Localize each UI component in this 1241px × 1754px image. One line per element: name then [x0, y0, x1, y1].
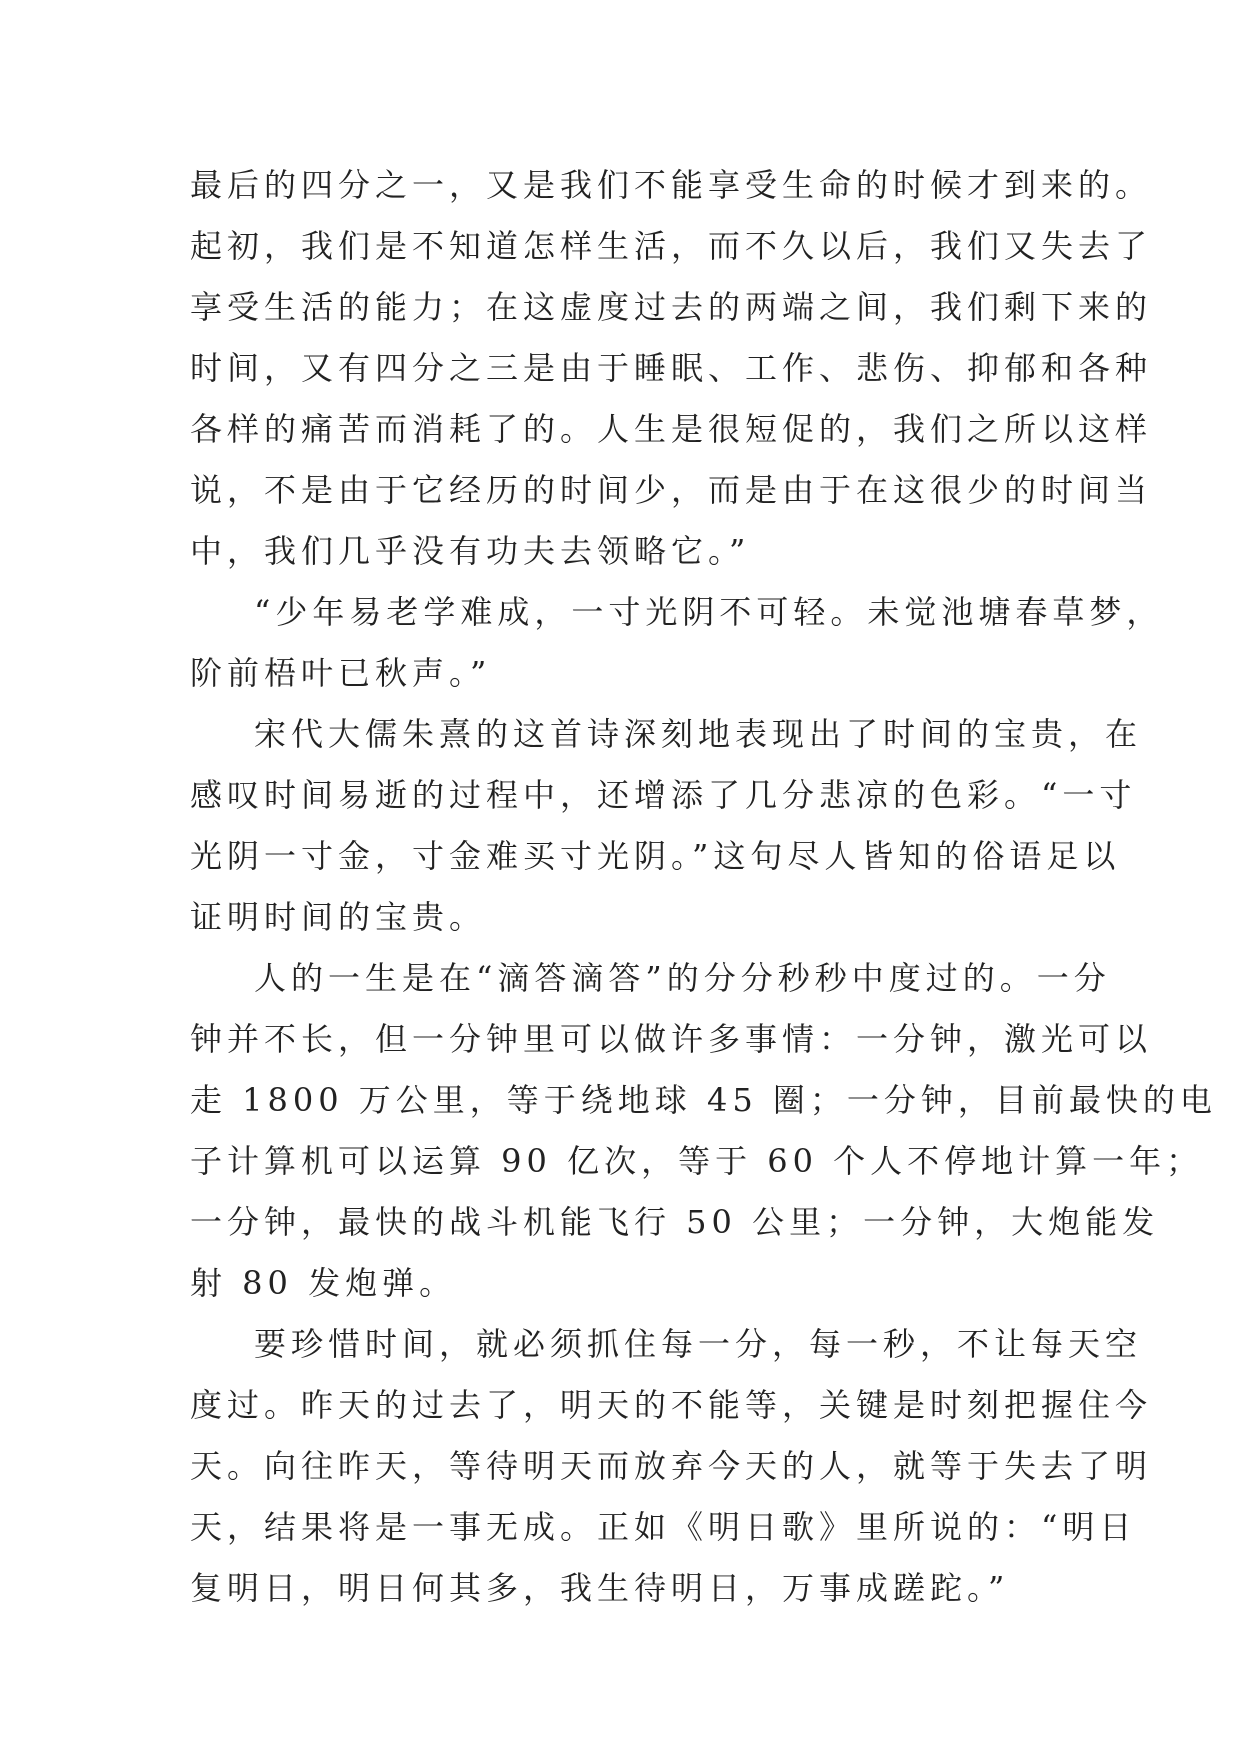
text-line: 证明时间的宝贵。: [190, 898, 487, 936]
text-line: 享受生活的能力；在这虚度过去的两端之间，我们剩下来的: [190, 288, 1153, 326]
text-line: 中，我们几乎没有功夫去领略它。”: [190, 532, 751, 570]
paragraph-first-line: 宋代大儒朱熹的这首诗深刻地表现出了时间的宝贵，在: [254, 715, 1143, 753]
text-line: 感叹时间易逝的过程中，还增添了几分悲凉的色彩。“一寸: [190, 776, 1137, 814]
text-line: 走 1800 万公里，等于绕地球 45 圈；一分钟，目前最快的电: [190, 1081, 1217, 1119]
paragraph-first-line: “少年易老学难成，一寸光阴不可轻。未觉池塘春草梦，: [254, 593, 1164, 631]
text-line: 阶前梧叶已秋声。”: [190, 654, 492, 692]
text-line: 天。向往昨天，等待明天而放弃今天的人，就等于失去了明: [190, 1447, 1153, 1485]
text-line: 一分钟，最快的战斗机能飞行 50 公里；一分钟，大炮能发: [190, 1203, 1160, 1241]
text-line: 复明日，明日何其多，我生待明日，万事成蹉跎。”: [190, 1569, 1010, 1607]
text-line: 说，不是由于它经历的时间少，而是由于在这很少的时间当: [190, 471, 1153, 509]
text-line: 各样的痛苦而消耗了的。人生是很短促的，我们之所以这样: [190, 410, 1153, 448]
text-line: 射 80 发炮弹。: [190, 1264, 457, 1302]
text-line: 时间，又有四分之三是由于睡眠、工作、悲伤、抑郁和各种: [190, 349, 1153, 387]
text-line: 光阴一寸金，寸金难买寸光阴。”这句尽人皆知的俗语足以: [190, 837, 1121, 875]
paragraph-first-line: 人的一生是在“滴答滴答”的分分秒秒中度过的。一分: [254, 959, 1111, 997]
text-line: 最后的四分之一，又是我们不能享受生命的时候才到来的。: [190, 166, 1153, 204]
document-body: [190, 155, 1217, 1619]
text-line: 子计算机可以运算 90 亿次，等于 60 个人不停地计算一年；: [190, 1142, 1204, 1180]
text-line: 起初，我们是不知道怎样生活，而不久以后，我们又失去了: [190, 227, 1153, 265]
text-line: 钟并不长，但一分钟里可以做许多事情：一分钟，激光可以: [190, 1020, 1153, 1058]
text-line: 天，结果将是一事无成。正如《明日歌》里所说的：“明日: [190, 1508, 1137, 1546]
text-line: 度过。昨天的过去了，明天的不能等，关键是时刻把握住今: [190, 1386, 1153, 1424]
paragraph-first-line: 要珍惜时间，就必须抓住每一分，每一秒，不让每天空: [254, 1325, 1143, 1363]
